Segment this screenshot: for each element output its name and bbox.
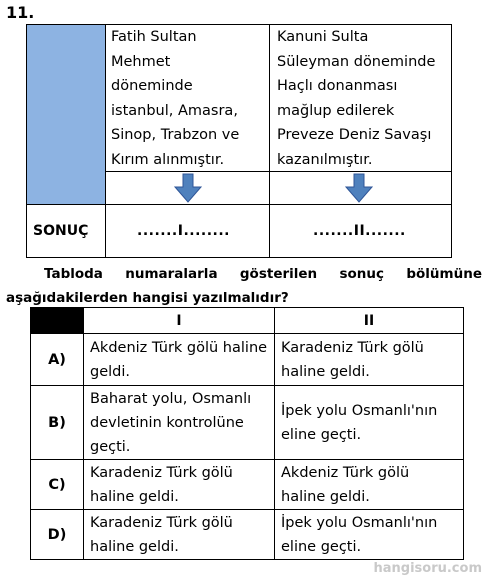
option-ii-text: Akdeniz Türk gölü haline geldi.: [275, 460, 464, 510]
option-letter[interactable]: C): [31, 460, 84, 510]
corner-cell: [31, 308, 84, 334]
option-row[interactable]: [31, 386, 464, 460]
option-row[interactable]: [31, 510, 464, 560]
header-i: I: [84, 308, 275, 334]
question-word: gösterilen: [239, 266, 318, 282]
option-letter[interactable]: A): [31, 334, 84, 386]
blue-header-cell: [27, 25, 105, 204]
option-ii-text: İpek yolu Osmanlı'nın eline geçti.: [275, 386, 464, 460]
question-line-2: aşağıdakilerden hangisi yazılmalıdır?: [6, 290, 289, 306]
blank-ii: .......II.......: [313, 223, 406, 239]
question-text: [6, 262, 482, 310]
option-i-text: Baharat yolu, Osmanlı devletinin kontrolüne geçti.: [84, 386, 275, 460]
option-ii-text: Karadeniz Türk gölü haline geldi.: [275, 334, 464, 386]
option-i-text: Karadeniz Türk gölü haline geldi.: [84, 460, 275, 510]
watermark-logo: hangisoru.com: [373, 561, 482, 576]
blank-i: .......I........: [137, 223, 230, 239]
info-table: [26, 24, 452, 258]
header-ii: II: [275, 308, 464, 334]
option-row[interactable]: [31, 460, 464, 510]
kanuni-cell-text: Kanuni Sulta Süleyman döneminde Haçlı donanması mağlup edilerek Preveze Deniz Savaşı kazanılmıştır.: [277, 29, 436, 168]
arrow-down-icon: [173, 173, 203, 203]
question-line-1: [6, 262, 482, 286]
question-number: 11.: [6, 3, 35, 22]
options-table: [30, 307, 464, 560]
question-word: Tabloda: [44, 266, 103, 282]
question-word: sonuç: [339, 266, 385, 282]
question-word: numaralarla: [125, 266, 218, 282]
option-i-text: Akdeniz Türk gölü haline geldi.: [84, 334, 275, 386]
option-letter[interactable]: D): [31, 510, 84, 560]
option-ii-text: İpek yolu Osmanlı'nın eline geçti.: [275, 510, 464, 560]
option-row[interactable]: [31, 334, 464, 386]
option-i-text: Karadeniz Türk gölü haline geldi.: [84, 510, 275, 560]
option-letter[interactable]: B): [31, 386, 84, 460]
arrow-down-icon: [344, 173, 374, 203]
fatih-cell-text: Fatih Sultan Mehmet döneminde istanbul, Amasra, Sinop, Trabzon ve Kırım alınmıştır.: [111, 29, 240, 168]
question-word: bölümüne: [406, 266, 482, 282]
sonuc-label: SONUÇ: [33, 223, 89, 239]
